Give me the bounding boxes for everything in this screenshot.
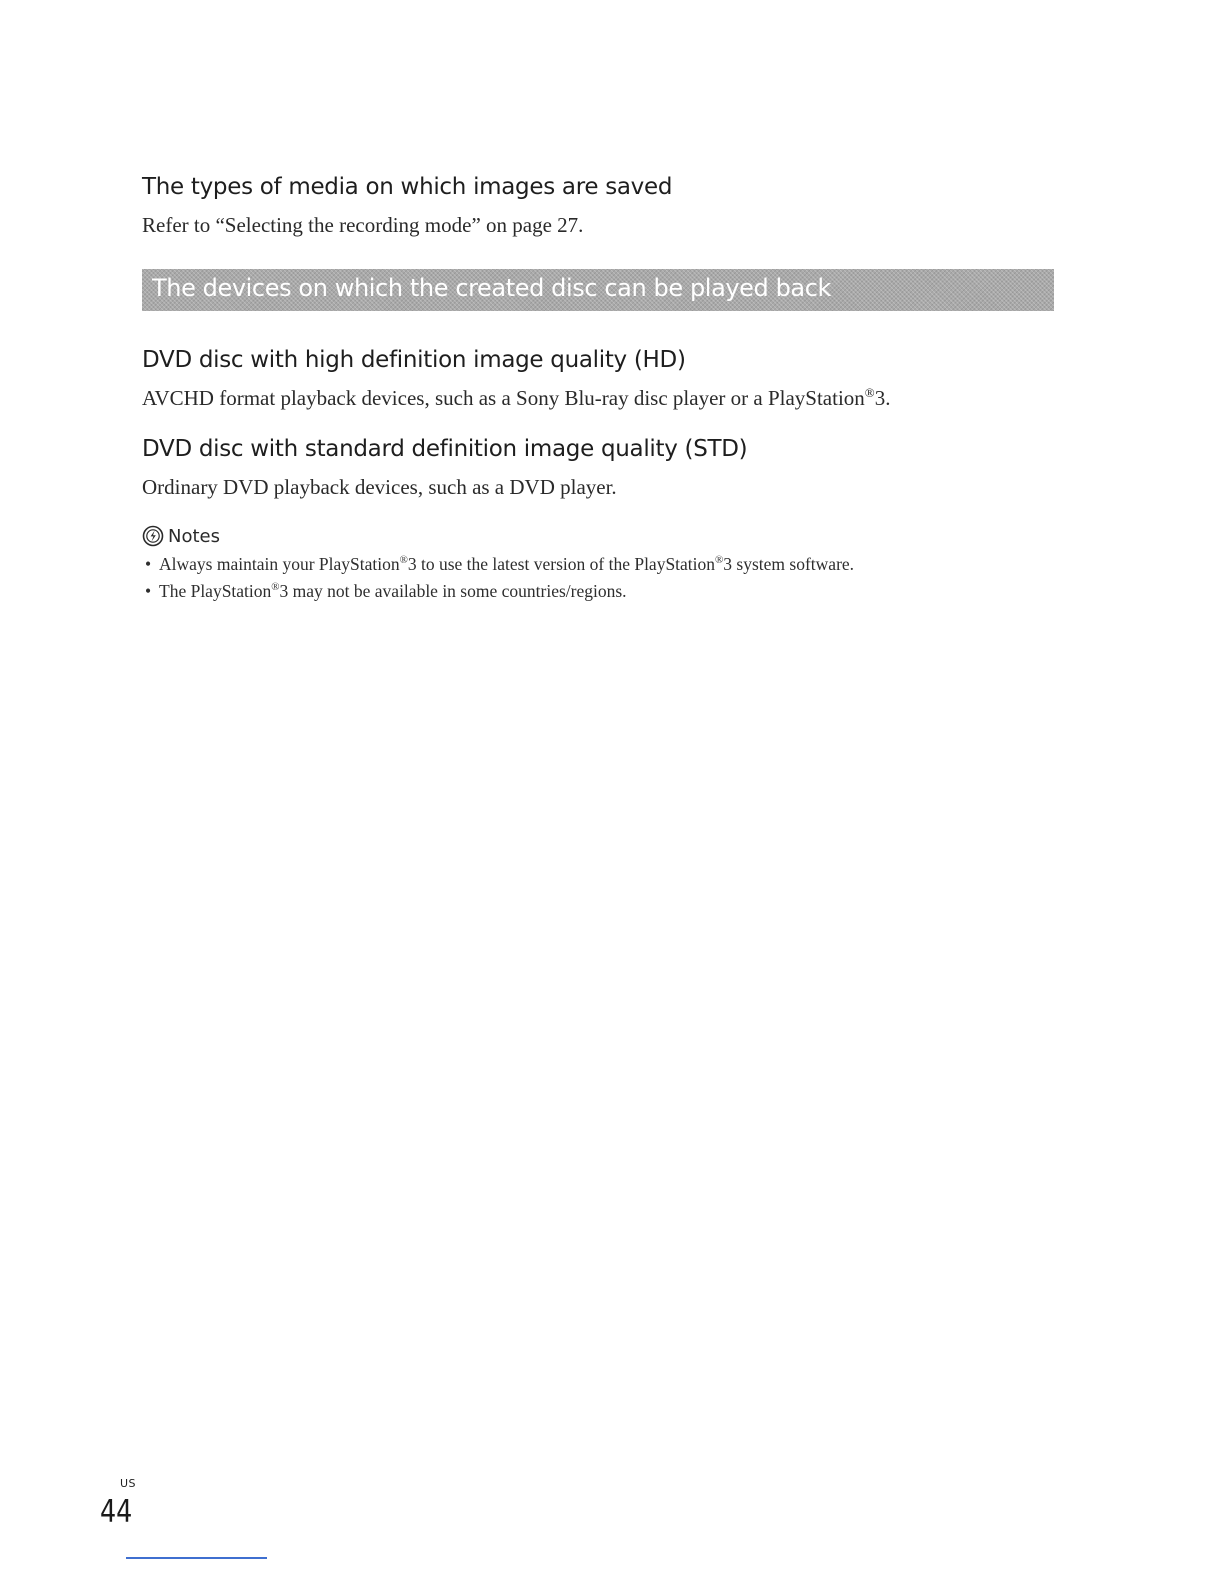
note-text: Always maintain your PlayStation xyxy=(159,554,400,574)
registered-mark: ® xyxy=(715,554,724,567)
bullet-icon: • xyxy=(145,581,152,601)
media-types-heading: The types of media on which images are saved xyxy=(142,174,673,200)
note-item xyxy=(145,581,627,602)
std-body: Ordinary DVD playback devices, such as a DVD player. xyxy=(142,475,617,499)
bullet-icon: • xyxy=(145,554,152,574)
note-text: The PlayStation xyxy=(159,581,272,601)
section-banner xyxy=(142,269,1054,311)
note-text: 3 system software. xyxy=(723,554,855,574)
note-item xyxy=(145,554,854,575)
section-banner-title: The devices on which the created disc can be played back xyxy=(152,274,832,302)
footer-rule xyxy=(126,1557,267,1559)
media-types-body: Refer to “Selecting the recording mode” on page 27. xyxy=(142,213,584,237)
note-text: 3 may not be available in some countries/regions. xyxy=(279,581,627,601)
region-code: US xyxy=(120,1477,137,1490)
registered-mark: ® xyxy=(864,385,875,400)
std-heading: DVD disc with standard definition image quality (STD) xyxy=(142,436,748,462)
registered-mark: ® xyxy=(399,554,408,567)
registered-mark: ® xyxy=(271,581,280,594)
page-number: 44 xyxy=(100,1494,133,1530)
hd-body-text: AVCHD format playback devices, such as a Sony Blu-ray disc player or a PlayStation xyxy=(142,386,865,410)
notes-icon xyxy=(142,525,164,547)
hd-heading: DVD disc with high definition image quality (HD) xyxy=(142,347,686,373)
hd-body-suffix: 3. xyxy=(874,386,891,410)
notes-header xyxy=(142,523,220,549)
note-text: 3 to use the latest version of the PlayStation xyxy=(407,554,716,574)
hd-body xyxy=(142,386,890,411)
notes-label: Notes xyxy=(168,525,220,547)
